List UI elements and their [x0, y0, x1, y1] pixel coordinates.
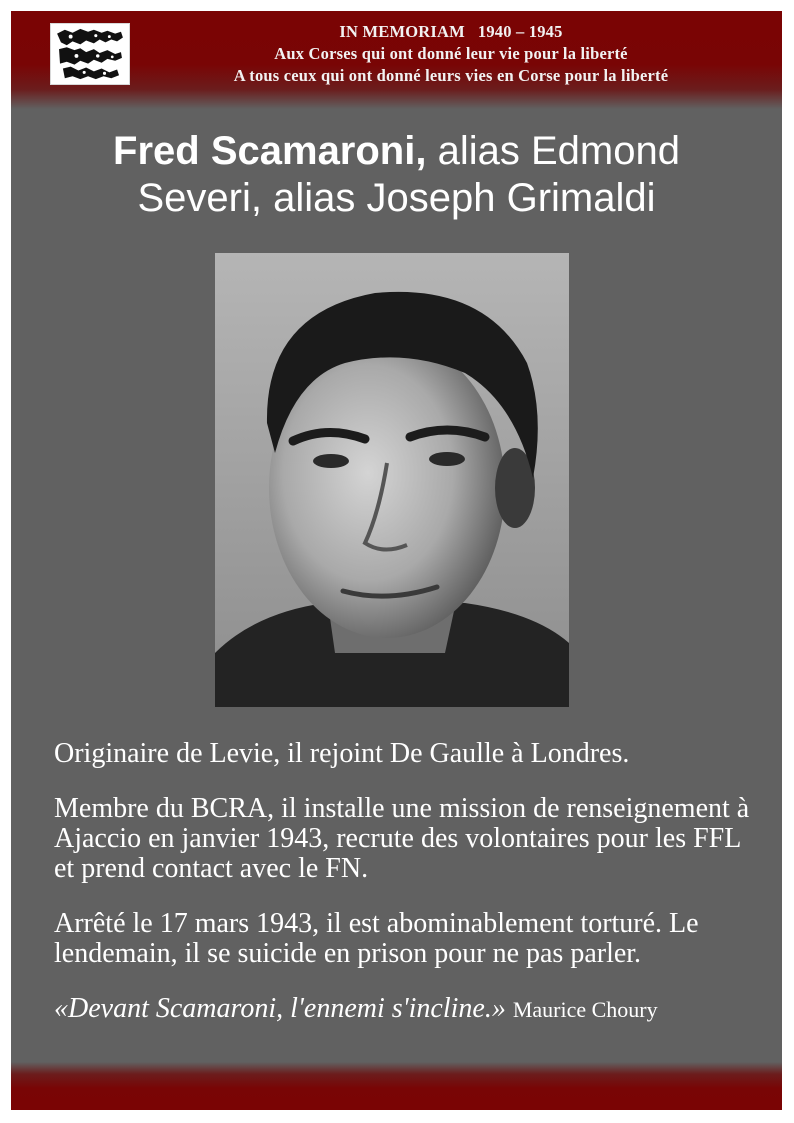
memorial-sheet [11, 11, 782, 1110]
quote-author: Maurice Choury [512, 997, 658, 1022]
bio-paragraph-1: Originaire de Levie, il rejoint De Gaulle à Londres. [54, 738, 630, 769]
header-dedication [141, 21, 761, 87]
quote-line [54, 994, 754, 1025]
footer-band [11, 1062, 782, 1110]
quote-text: «Devant Scamaroni, l'ennemi s'incline.» [54, 993, 506, 1024]
page-title [31, 128, 762, 222]
memorial-logo [50, 23, 130, 85]
bio-paragraph-2: Membre du BCRA, il installe une mission de renseignement à Ajaccio en janvier 1943, recrute des volontaires pour les FFL et prend contact avec le FN. [54, 793, 750, 884]
bio-paragraph-3: Arrêté le 17 mars 1943, il est abominablement torturé. Le lendemain, il se suicide en prison pour ne pas parler. [54, 908, 699, 969]
biography [54, 739, 754, 1050]
header-line-3: A tous ceux qui ont donné leurs vies en Corse pour la liberté [233, 66, 669, 85]
header-line-1: IN MEMORIAM 1940 – 1945 [339, 22, 563, 41]
portrait-photo [215, 253, 569, 707]
title-alias-1: alias Edmond [426, 129, 680, 173]
corsica-map-logo [51, 24, 129, 84]
header-line-2: Aux Corses qui ont donné leur vie pour la liberté [274, 44, 628, 63]
portrait-image [215, 253, 569, 707]
title-alias-2: Severi, alias Joseph Grimaldi [137, 176, 656, 220]
title-name: Fred Scamaroni, [113, 129, 427, 173]
